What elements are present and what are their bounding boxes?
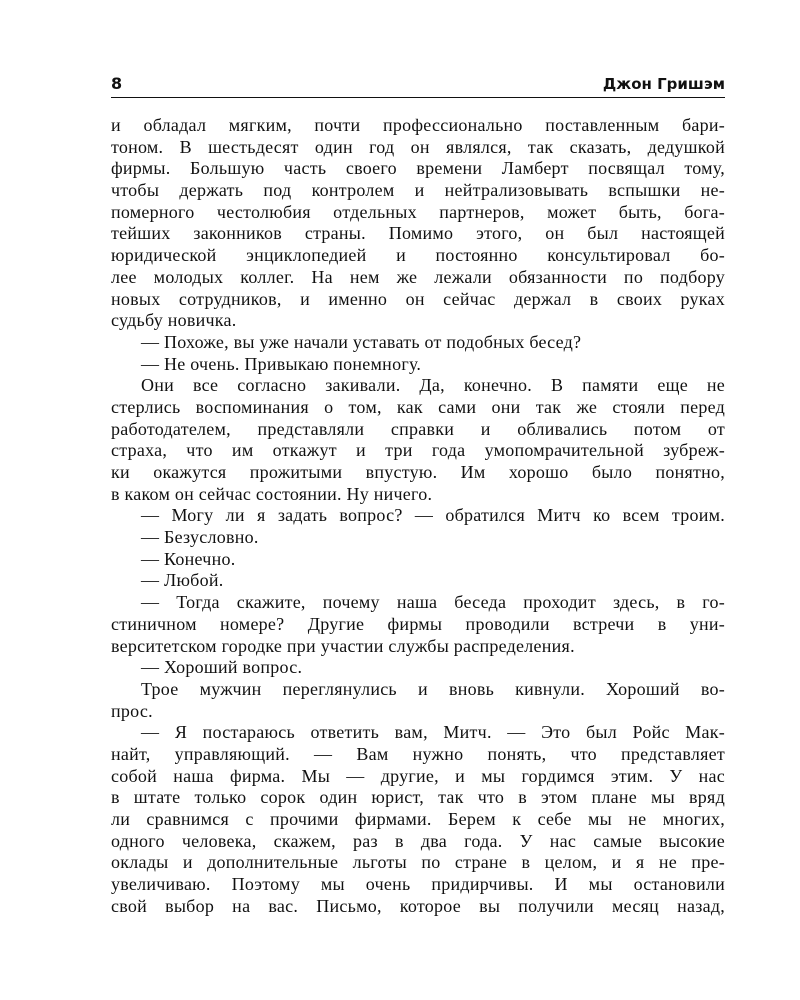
- text-line: одного человека, скажем, раз в два года. У нас самые высокие: [111, 830, 725, 851]
- text-line: Они все согласно закивали. Да, конечно. В памяти еще не: [141, 375, 725, 396]
- text-line: — Безусловно.: [141, 527, 259, 548]
- text-line: ли сравнимся с прочими фирмами. Берем к себе мы не многих,: [111, 809, 725, 829]
- text-line: в каком он сейчас состоянии. Ну ничего.: [111, 483, 433, 504]
- text-line: Трое мужчин переглянулись и вновь кивнули. Хороший во-: [141, 678, 725, 699]
- text-line: фирмы. Большую часть своего времени Ламберт посвящал тому,: [111, 158, 725, 179]
- text-line: тоном. В шестьдесят один год он являлся, так сказать, дедушкой: [111, 136, 725, 157]
- text-line: свой выбор на вас. Письмо, которое вы получили месяц назад,: [111, 895, 725, 916]
- text-line: в штате только сорок один юрист, так что в этом плане мы вряд: [111, 787, 725, 808]
- text-line: — Я постараюсь ответить вам, Митч. — Это был Ройс Мак-: [141, 722, 725, 743]
- text-line: — Любой.: [141, 570, 224, 591]
- text-line: юридической энциклопедией и постоянно консультировал бо-: [111, 245, 725, 266]
- running-head-author: Джон Гришэм: [602, 75, 725, 93]
- text-line: увеличиваю. Поэтому мы очень придирчивы. И мы остановили: [111, 874, 725, 895]
- text-line: — Хороший вопрос.: [141, 657, 303, 678]
- text-line: прос.: [111, 700, 153, 721]
- text-line: судьбу новичка.: [111, 310, 237, 331]
- text-line: верситетском городке при участии службы распределения.: [111, 635, 575, 656]
- text-line: оклады и дополнительные льготы по стране в целом, и я не пре-: [111, 852, 725, 873]
- text-line: собой наша фирма. Мы — другие, и мы гордимся этим. У нас: [111, 765, 725, 786]
- text-line: стиничном номере? Другие фирмы проводили встречи в уни-: [111, 613, 725, 634]
- body-text: [111, 115, 725, 917]
- text-line: тейших законников страны. Помимо этого, он был настоящей: [111, 223, 725, 244]
- text-line: и обладал мягким, почти профессионально поставленным бари-: [111, 115, 725, 135]
- text-line: работодателем, представляли справки и обливались потом от: [111, 418, 725, 439]
- text-line: чтобы держать под контролем и нейтрализовывать вспышки не-: [111, 180, 725, 201]
- text-line: ки окажутся прожитыми впустую. Им хорошо было понятно,: [111, 462, 725, 482]
- text-line: — Не очень. Привыкаю понемногу.: [141, 353, 422, 374]
- text-line: померного честолюбия отдельных партнеров, может быть, бога-: [111, 201, 725, 222]
- page-header: [111, 70, 725, 98]
- text-line: страха, что им откажут и три года умопомрачительной зубреж-: [111, 440, 725, 461]
- text-line: — Могу ли я задать вопрос? — обратился Митч ко всем троим.: [141, 505, 725, 526]
- text-line: новых сотрудников, и именно он сейчас держал в своих руках: [111, 288, 725, 309]
- text-line: — Похоже, вы уже начали уставать от подобных бесед?: [141, 331, 582, 352]
- text-line: найт, управляющий. — Вам нужно понять, что представляет: [111, 743, 725, 764]
- text-line: — Конечно.: [141, 548, 236, 569]
- book-page: [111, 70, 725, 970]
- page-number: 8: [111, 74, 123, 93]
- text-line: лее молодых коллег. На нем же лежали обязанности по подбору: [111, 266, 725, 287]
- text-line: — Тогда скажите, почему наша беседа проходит здесь, в го-: [141, 592, 725, 613]
- text-line: стерлись воспоминания о том, как сами они так же стояли перед: [111, 396, 725, 417]
